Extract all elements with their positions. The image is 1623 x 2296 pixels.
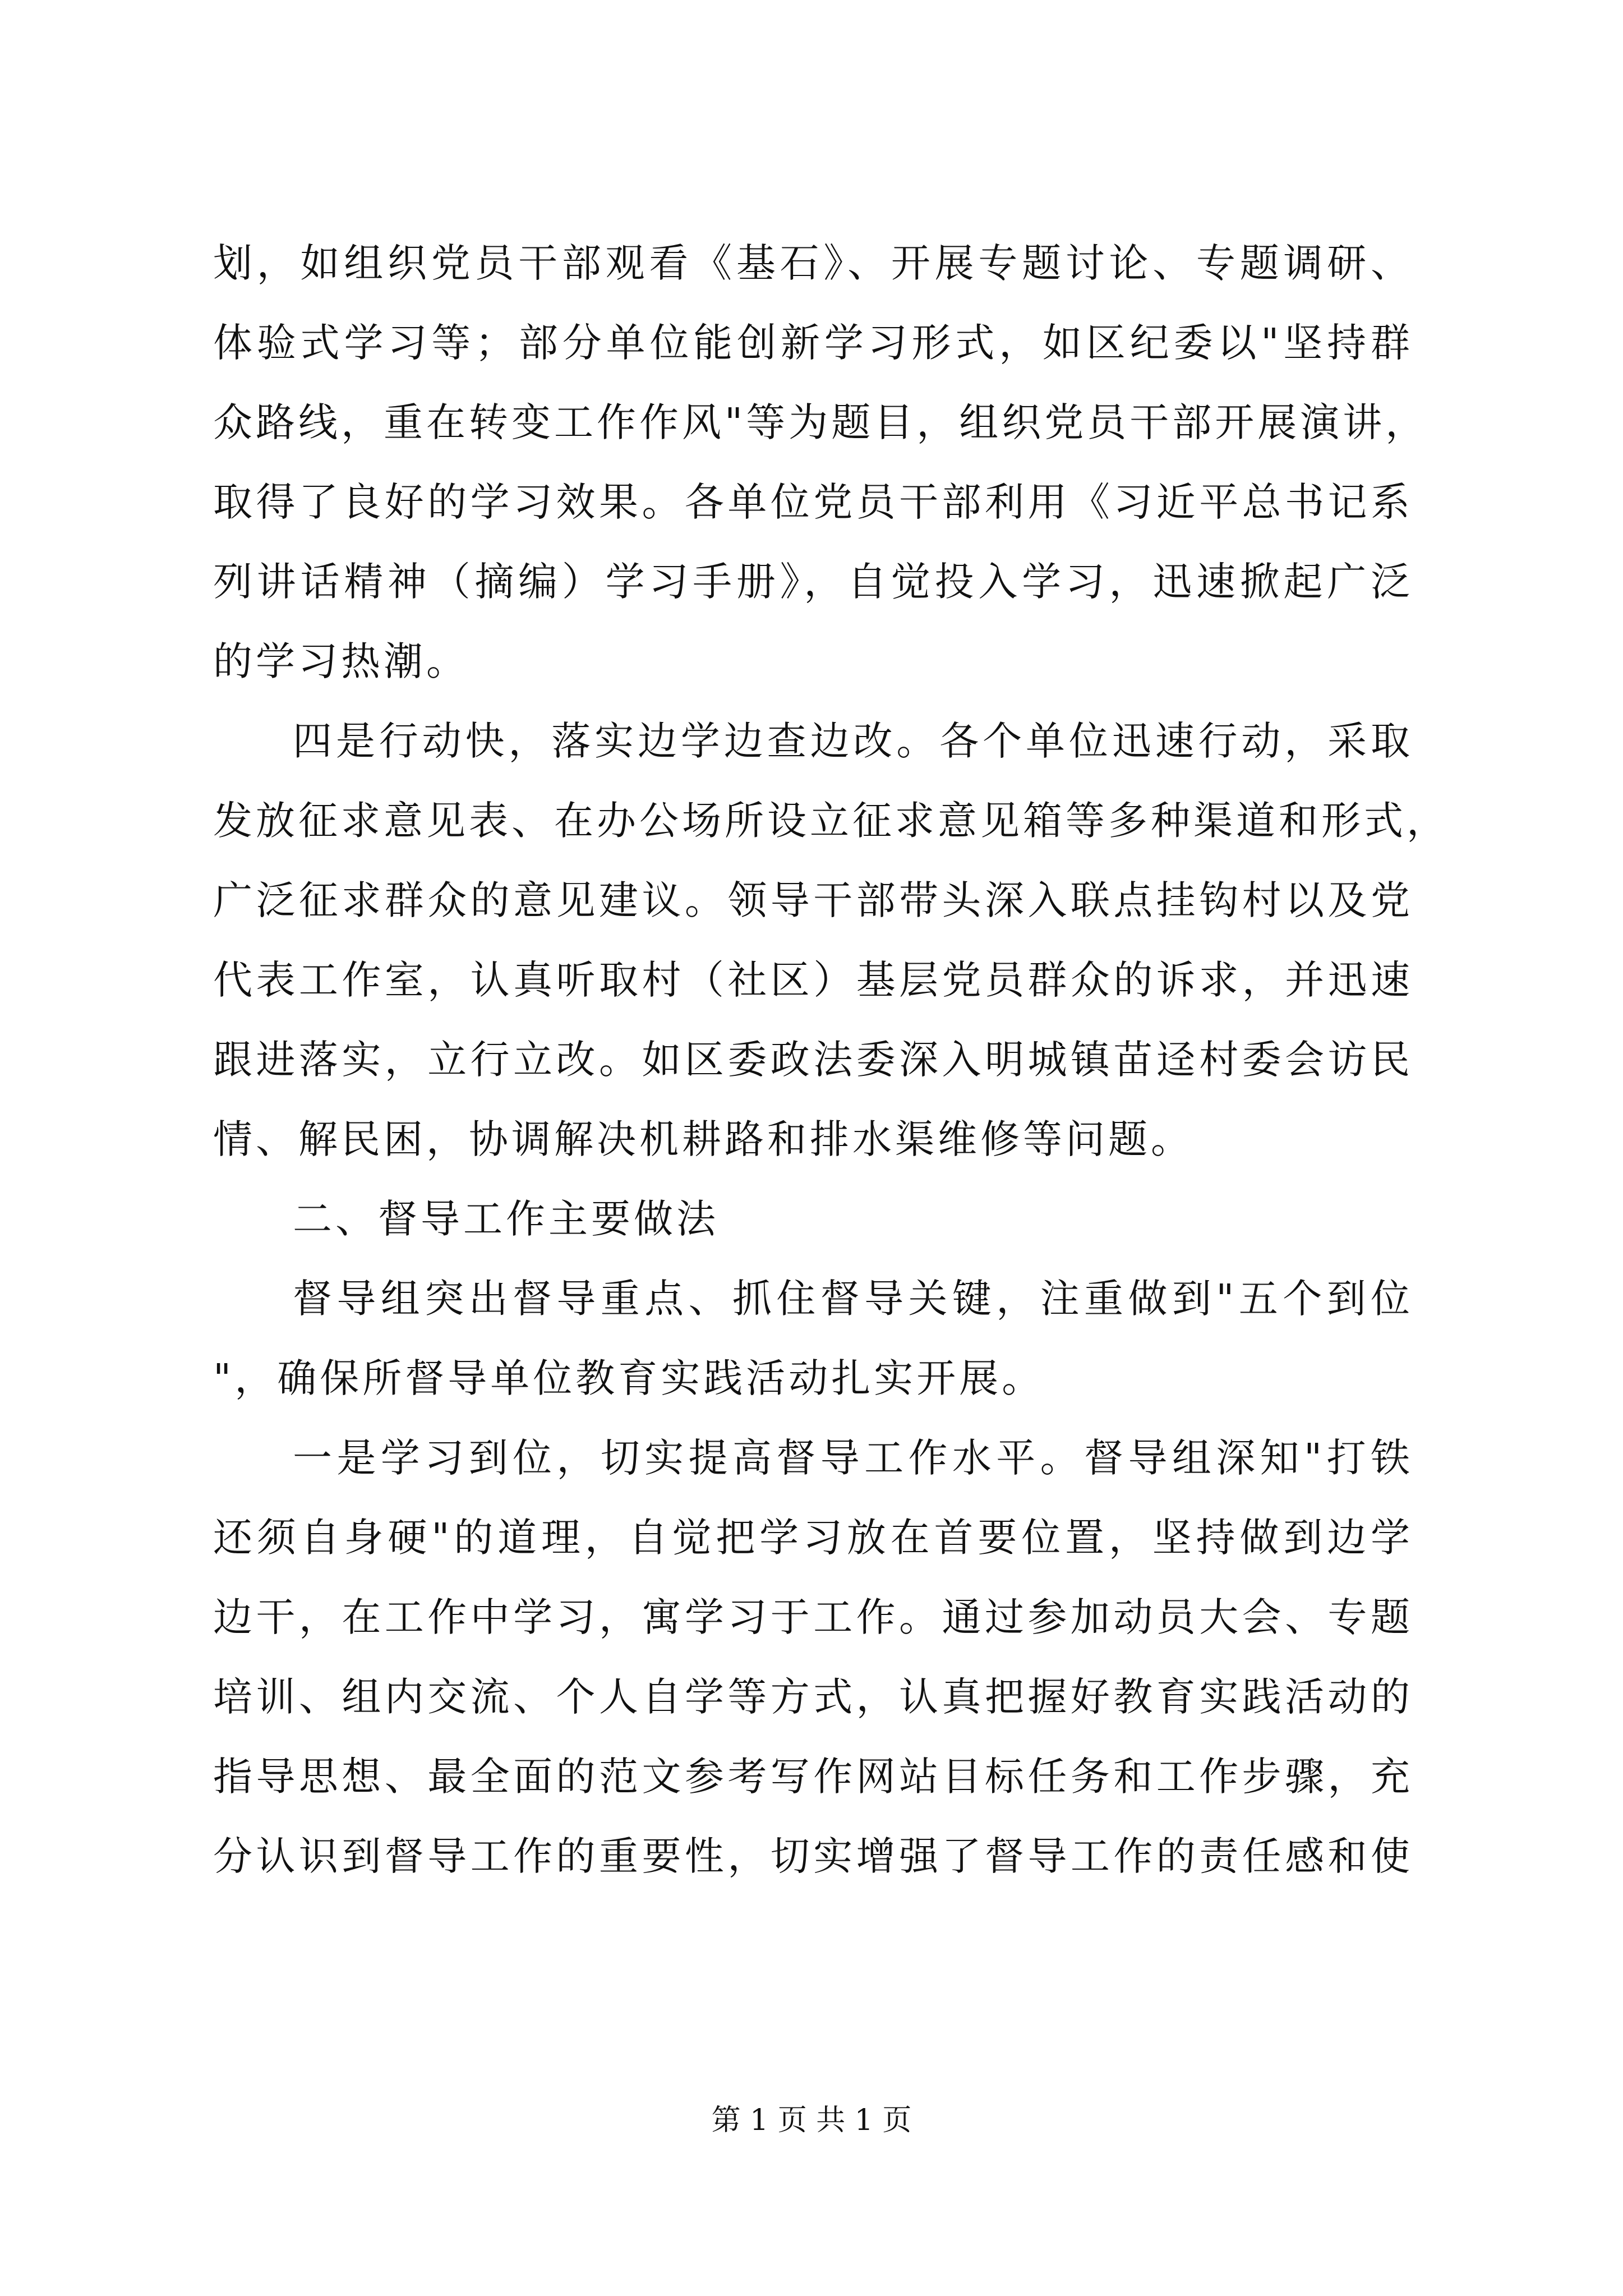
text-line: 情、解民困，协调解决机耕路和排水渠维修等问题。 [213,1116,1193,1162]
text-line: "，确保所督导单位教育实践活动扎实开展。 [213,1355,1045,1401]
text-line: 还须自身硬"的道理，自觉把学习放在首要位置，坚持做到边学 [213,1515,1413,1561]
text-line: 边干，在工作中学习，寓学习于工作。通过参加动员大会、专题 [213,1594,1413,1640]
text-line: 列讲话精神（摘编）学习手册》，自觉投入学习，迅速掀起广泛 [213,559,1413,605]
text-line: 取得了良好的学习效果。各单位党员干部利用《习近平总书记系 [213,479,1413,525]
text-line: 督导组突出督导重点、抓住督导关键，注重做到"五个到位 [293,1276,1413,1322]
text-line: 一是学习到位，切实提高督导工作水平。督导组深知"打铁 [293,1435,1413,1481]
text-line: 的学习热潮。 [213,638,469,684]
text-line: 划，如组织党员干部观看《基石》、开展专题讨论、专题调研、 [213,240,1413,286]
text-line: 培训、组内交流、个人自学等方式，认真把握好教育实践活动的 [213,1674,1413,1720]
text-line: 分认识到督导工作的重要性，切实增强了督导工作的责任感和使 [213,1833,1413,1879]
text-line: 四是行动快，落实边学边查边改。各个单位迅速行动，采取 [293,718,1413,764]
text-line: 广泛征求群众的意见建议。领导干部带头深入联点挂钩村以及党 [213,877,1413,923]
text-line: 代表工作室，认真听取村（社区）基层党员群众的诉求，并迅速 [213,957,1413,1003]
text-line: 体验式学习等；部分单位能创新学习形式，如区纪委以"坚持群 [213,320,1413,366]
text-line: 众路线，重在转变工作作风"等为题目，组织党员干部开展演讲， [213,399,1428,445]
page-number-footer: 第 1 页 共 1 页 [711,2104,912,2137]
text-line: 指导思想、最全面的范文参考写作网站目标任务和工作步骤，充 [213,1754,1413,1800]
text-line: 发放征求意见表、在办公场所设立征求意见箱等多种渠道和形式， [213,798,1449,844]
text-line: 跟进落实，立行立改。如区委政法委深入明城镇苗迳村委会访民 [213,1037,1413,1083]
section-heading: 二、督导工作主要做法 [293,1196,719,1242]
document-body [213,223,1449,1896]
